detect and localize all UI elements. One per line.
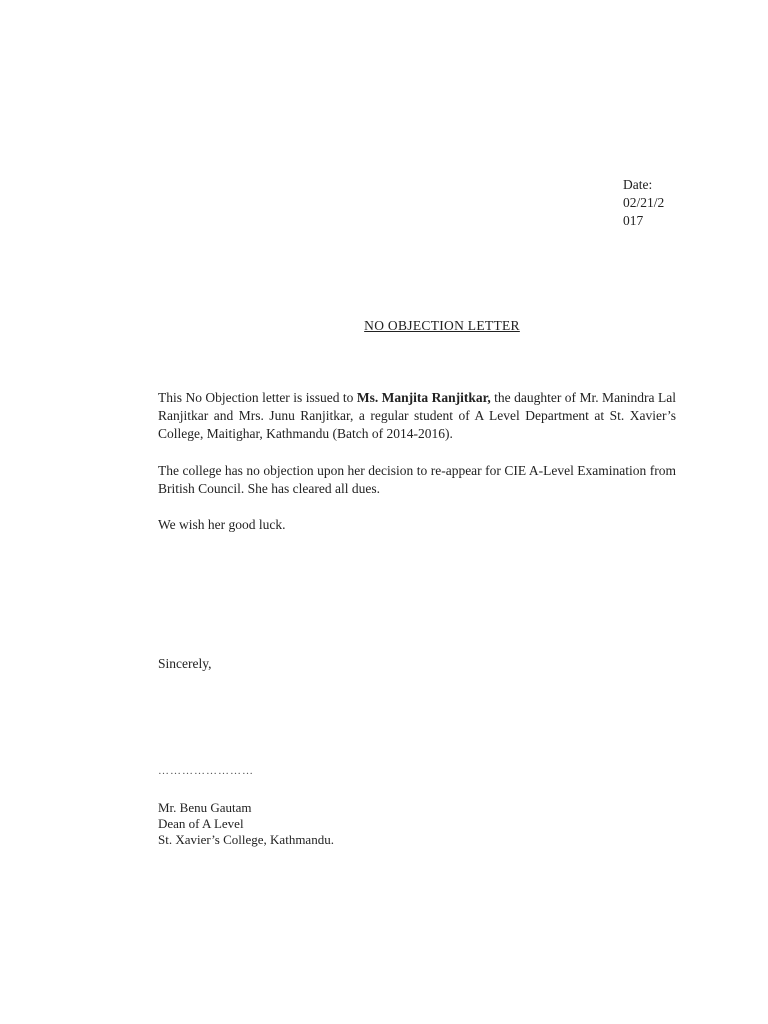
paragraph-good-luck: We wish her good luck.: [158, 517, 286, 532]
signatory-position: Dean of A Level: [158, 816, 244, 831]
signature-line: ……………………: [158, 765, 254, 777]
signatory-institution: St. Xavier’s College, Kathmandu.: [158, 832, 334, 847]
paragraph-issued-to-rest: the daughter of Mr. Manindra Lal Ranjitkar and Mrs. Junu Ranjitkar, a regular student of A Level Department at St. Xavier’s College, Maitighar, Kathmandu (Batch of 2014-2016).: [158, 390, 676, 441]
paragraph-issued-to: [158, 389, 676, 443]
closing: Sincerely,: [158, 656, 212, 671]
signatory-block: [158, 800, 334, 848]
signatory-name: Mr. Benu Gautam: [158, 800, 252, 815]
paragraph-no-objection: The college has no objection upon her decision to re-appear for CIE A-Level Examination from British Council. She has cleared all dues.: [158, 463, 676, 496]
date-value-line1: 02/21/2: [623, 195, 665, 210]
date-value-line2: 017: [623, 213, 644, 228]
student-name: Ms. Manjita Ranjitkar,: [356, 390, 491, 405]
date-block: [623, 176, 679, 230]
paragraph-issued-to-intro: This No Objection letter is issued to: [158, 390, 357, 405]
date-label: Date:: [623, 177, 653, 192]
letter-title: NO OBJECTION LETTER: [364, 318, 520, 333]
